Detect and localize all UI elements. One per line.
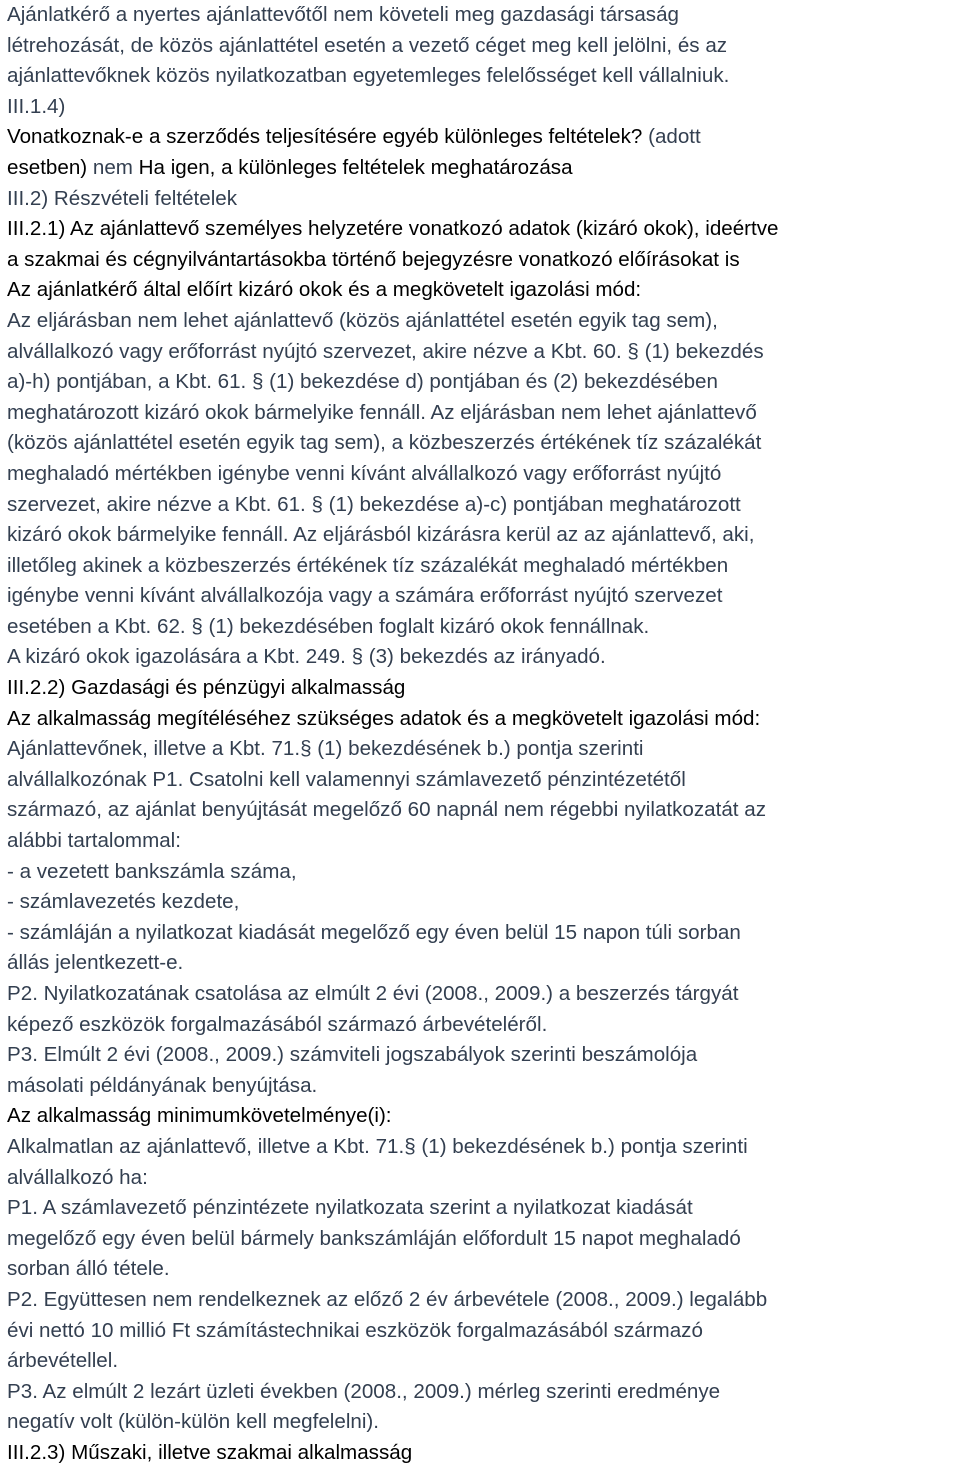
text-line: [7, 184, 960, 215]
text-line: [7, 153, 960, 184]
text-line: [7, 1316, 960, 1347]
text-segment: megelőző egy éven belül bármely bankszámláján előfordult 15 napot meghaladó: [7, 1226, 741, 1250]
text-line: [7, 1224, 960, 1255]
text-line: [7, 918, 960, 949]
text-segment: meghaladó mértékben igénybe venni kívánt alvállalkozó vagy erőforrást nyújtó: [7, 461, 722, 485]
text-segment: negatív volt (külön-külön kell megfelelni).: [7, 1410, 380, 1434]
text-line: [7, 948, 960, 979]
text-line: [7, 551, 960, 582]
text-line: [7, 337, 960, 368]
text-segment: másolati példányának benyújtása.: [7, 1073, 318, 1097]
text-line: [7, 1101, 960, 1132]
text-line: [7, 1438, 960, 1469]
text-segment: - számlavezetés kezdete,: [7, 890, 240, 914]
text-segment: kizáró okok bármelyike fennáll. Az eljárásból kizárásra kerül az az ajánlattevő, aki,: [7, 523, 755, 547]
text-line: [7, 1346, 960, 1377]
text-line: [7, 31, 960, 62]
text-segment: III.2.3) Műszaki, illetve szakmai alkalmasság: [7, 1440, 413, 1464]
text-line: [7, 642, 960, 673]
text-segment: képező eszközök forgalmazásából származó árbevételéről.: [7, 1012, 548, 1036]
text-segment: alvállalkozó vagy erőforrást nyújtó szervezet, akire nézve a Kbt. 60. § (1) bekezdés: [7, 339, 764, 363]
text-line: [7, 214, 960, 245]
text-line: [7, 795, 960, 826]
text-line: [7, 857, 960, 888]
text-line: [7, 306, 960, 337]
text-line: [7, 704, 960, 735]
text-segment: Ha igen, a különleges feltételek meghatározása: [138, 155, 573, 179]
text-line: [7, 1132, 960, 1163]
text-line: [7, 459, 960, 490]
text-segment: (közös ajánlattétel esetén egyik tag sem), a közbeszerzés értékének tíz százalékát: [7, 431, 762, 455]
text-segment: III.2.2) Gazdasági és pénzügyi alkalmasság: [7, 676, 406, 700]
text-line: [7, 979, 960, 1010]
text-line: [7, 765, 960, 796]
text-segment: P2. Nyilatkozatának csatolása az elmúlt 2 évi (2008., 2009.) a beszerzés tárgyát: [7, 982, 739, 1005]
text-segment: sorban álló tétele.: [7, 1257, 170, 1281]
text-segment: Alkalmatlan az ajánlattevő, illetve a Kbt. 71.§ (1) bekezdésének b.) pontja szerinti: [7, 1134, 748, 1158]
text-segment: meghatározott kizáró okok bármelyike fennáll. Az eljárásban nem lehet ajánlattevő: [7, 400, 757, 424]
text-segment: esetben): [7, 155, 93, 179]
text-segment: alvállalkozónak P1. Csatolni kell valamennyi számlavezető pénzintézetétől: [7, 767, 686, 791]
text-segment: alábbi tartalommal:: [7, 829, 181, 853]
text-segment: illetőleg akinek a közbeszerzés értékének tíz százalékát meghaladó mértékben: [7, 553, 729, 577]
text-segment: Az eljárásban nem lehet ajánlattevő (közös ajánlattétel esetén egyik tag sem),: [7, 308, 718, 332]
text-segment: III.2) Részvételi feltételek: [7, 186, 238, 210]
text-line: [7, 673, 960, 704]
text-line: [7, 367, 960, 398]
text-line: [7, 1407, 960, 1438]
text-segment: nem: [92, 155, 139, 179]
text-segment: állás jelentkezett-e.: [7, 951, 184, 975]
text-line: [7, 428, 960, 459]
text-segment: A kizáró okok igazolására a Kbt. 249. § (3) bekezdés az irányadó.: [7, 645, 606, 669]
text-line: [7, 245, 960, 276]
text-segment: igénybe venni kívánt alvállalkozója vagy a számára erőforrást nyújtó szervezet: [7, 584, 723, 608]
text-line: [7, 581, 960, 612]
text-segment: (adott: [648, 125, 701, 149]
text-line: [7, 1377, 960, 1408]
text-segment: III.2.1) Az ajánlattevő személyes helyzetére vonatkozó adatok (kizáró okok), ideértve: [7, 217, 779, 241]
text-segment: P3. Az elmúlt 2 lezárt üzleti években (2008., 2009.) mérleg szerinti eredménye: [7, 1379, 721, 1403]
text-segment: Az alkalmasság megítéléséhez szükséges adatok és a megkövetelt igazolási mód:: [7, 706, 761, 730]
text-line: [7, 887, 960, 918]
text-segment: a)-h) pontjában, a Kbt. 61. § (1) bekezdése d) pontjában és (2) bekezdésében: [7, 370, 718, 394]
text-segment: Vonatkoznak-e a szerződés teljesítésére egyéb különleges feltételek?: [7, 125, 649, 149]
text-line: [7, 122, 960, 153]
text-line: [7, 61, 960, 92]
text-segment: származó, az ajánlat benyújtását megelőző 60 napnál nem régebbi nyilatkozatát az: [7, 798, 766, 822]
text-line: [7, 1010, 960, 1041]
text-line: [7, 1254, 960, 1285]
text-segment: - számláján a nyilatkozat kiadását megelőző egy éven belül 15 napon túli sorban: [7, 920, 741, 944]
text-line: [7, 1163, 960, 1194]
text-segment: Ajánlatkérő a nyertes ajánlattevőtől nem követeli meg gazdasági társaság: [7, 3, 679, 26]
text-line: [7, 1071, 960, 1102]
text-line: [7, 1193, 960, 1224]
text-line: [7, 826, 960, 857]
text-line: [7, 520, 960, 551]
text-segment: - a vezetett bankszámla száma,: [7, 859, 297, 883]
text-segment: a szakmai és cégnyilvántartásokba történő bejegyzésre vonatkozó előírásokat is: [7, 247, 740, 271]
text-line: [7, 612, 960, 643]
text-segment: létrehozását, de közös ajánlattétel esetén a vezető céget meg kell jelölni, és az: [7, 33, 728, 57]
text-line: [7, 92, 960, 123]
text-segment: P1. A számlavezető pénzintézete nyilatkozata szerint a nyilatkozat kiadását: [7, 1196, 693, 1220]
text-segment: szervezet, akire nézve a Kbt. 61. § (1) bekezdése a)-c) pontjában meghatározott: [7, 492, 741, 516]
text-line: [7, 1285, 960, 1316]
text-segment: ajánlattevőknek közös nyilatkozatban egyetemleges felelősséget kell vállalniuk.: [7, 64, 730, 88]
text-segment: Az alkalmasság minimumkövetelménye(i):: [7, 1104, 392, 1128]
text-line: [7, 490, 960, 521]
text-line: [7, 1040, 960, 1071]
text-line: [7, 275, 960, 306]
text-segment: P3. Elmúlt 2 évi (2008., 2009.) számviteli jogszabályok szerinti beszámolója: [7, 1043, 698, 1067]
text-segment: esetében a Kbt. 62. § (1) bekezdésében foglalt kizáró okok fennállnak.: [7, 614, 650, 638]
text-segment: évi nettó 10 millió Ft számítástechnikai eszközök forgalmazásából származó: [7, 1318, 703, 1342]
text-line: [7, 734, 960, 765]
text-segment: alvállalkozó ha:: [7, 1165, 148, 1189]
text-segment: Az ajánlatkérő által előírt kizáró okok és a megkövetelt igazolási mód:: [7, 278, 642, 302]
text-line: [7, 398, 960, 429]
text-segment: P2. Együttesen nem rendelkeznek az előző 2 év árbevétele (2008., 2009.) legalább: [7, 1287, 768, 1311]
text-segment: Ajánlattevőnek, illetve a Kbt. 71.§ (1) bekezdésének b.) pontja szerinti: [7, 737, 644, 761]
text-segment: árbevétellel.: [7, 1349, 119, 1373]
text-line: [7, 0, 960, 31]
text-segment: III.1.4): [7, 94, 66, 118]
